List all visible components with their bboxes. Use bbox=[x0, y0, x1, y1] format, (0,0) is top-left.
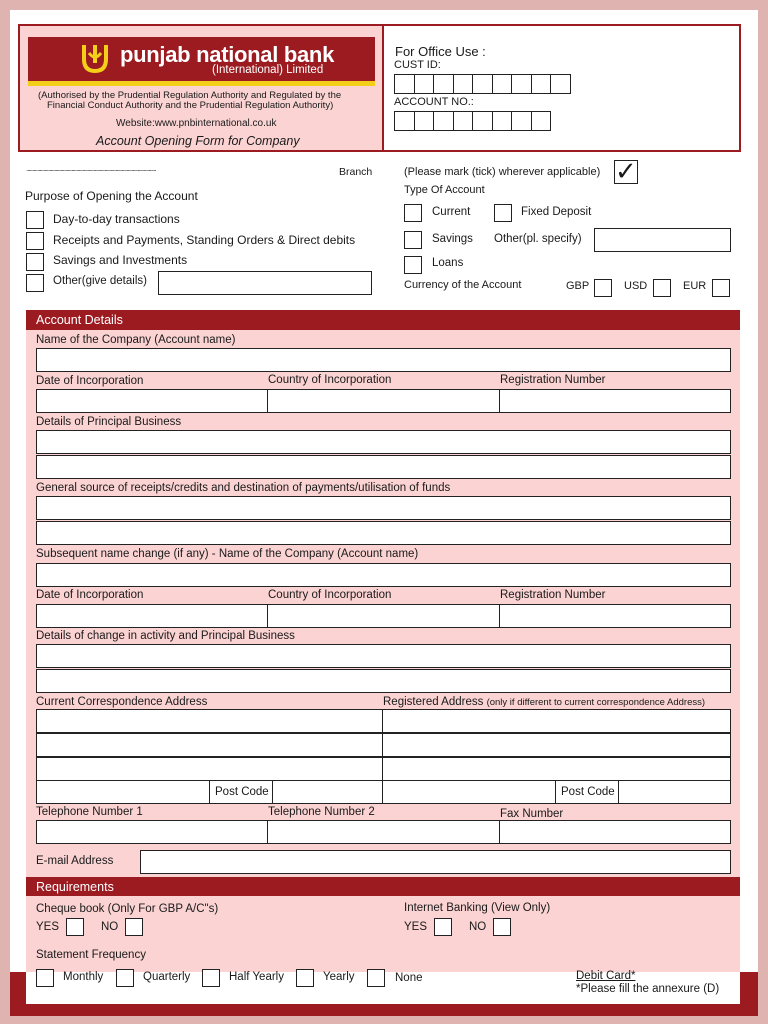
frequency-checkbox-none[interactable] bbox=[367, 969, 385, 987]
branch-label: Branch bbox=[339, 166, 373, 178]
currency-eur: EUR bbox=[683, 280, 707, 292]
principal-business-field-2[interactable] bbox=[36, 455, 731, 479]
type-checkbox-current[interactable] bbox=[404, 204, 422, 222]
pnb-logo-icon bbox=[78, 41, 112, 77]
bank-subtitle: (International) Limited bbox=[212, 64, 324, 76]
registration-number-label-2: Registration Number bbox=[500, 589, 606, 601]
company-name-label: Name of the Company (Account name) bbox=[36, 334, 236, 346]
currency-checkbox-gbp[interactable] bbox=[594, 279, 612, 297]
purpose-checkbox-savings[interactable] bbox=[26, 253, 44, 271]
subsequent-name-field[interactable] bbox=[36, 563, 731, 587]
currency-title: Currency of the Account bbox=[404, 279, 522, 291]
cheque-yes-checkbox[interactable] bbox=[66, 918, 84, 936]
type-loans: Loans bbox=[432, 257, 464, 269]
registered-post-code-field[interactable] bbox=[618, 780, 731, 804]
telephone-1-label: Telephone Number 1 bbox=[36, 806, 143, 818]
account-no-label: ACCOUNT NO.: bbox=[394, 96, 474, 108]
website: Website:www.pnbinternational.co.uk bbox=[116, 118, 277, 129]
authorisation-line-2: Financial Conduct Authority and the Prudential Regulation Authority) bbox=[47, 100, 334, 111]
date-incorporation-label-2: Date of Incorporation bbox=[36, 589, 144, 601]
cust-id-cells[interactable] bbox=[394, 74, 570, 94]
statement-frequency-label: Statement Frequency bbox=[36, 949, 146, 961]
purpose-checkbox-day-to-day[interactable] bbox=[26, 211, 44, 229]
current-address-line-3[interactable] bbox=[36, 757, 383, 781]
company-name-field[interactable] bbox=[36, 348, 731, 372]
date-incorporation-label: Date of Incorporation bbox=[36, 375, 144, 387]
email-field[interactable] bbox=[140, 850, 731, 874]
registered-post-code-label: Post Code bbox=[561, 786, 615, 798]
general-source-label: General source of receipts/credits and destination of payments/utilisation of funds bbox=[36, 482, 451, 494]
frequency-monthly: Monthly bbox=[63, 971, 104, 983]
registered-address-note: (only if different to current correspondence Address) bbox=[486, 697, 706, 708]
frequency-none: None bbox=[395, 972, 423, 984]
currency-checkbox-usd[interactable] bbox=[653, 279, 671, 297]
purpose-title: Purpose of Opening the Account bbox=[25, 189, 198, 203]
registered-address-title: Registered Address bbox=[383, 696, 484, 708]
registration-number-field[interactable] bbox=[499, 389, 731, 413]
purpose-checkbox-receipts[interactable] bbox=[26, 232, 44, 250]
frequency-checkbox-yearly[interactable] bbox=[296, 969, 314, 987]
internet-no-label: NO bbox=[469, 921, 487, 933]
email-label: E-mail Address bbox=[36, 855, 114, 867]
purpose-checkbox-other[interactable] bbox=[26, 274, 44, 292]
currency-gbp: GBP bbox=[566, 280, 590, 292]
purpose-receipts: Receipts and Payments, Standing Orders & Direct debits bbox=[53, 233, 356, 247]
country-incorporation-field-2[interactable] bbox=[267, 604, 500, 628]
type-checkbox-loans[interactable] bbox=[404, 256, 422, 274]
branch-dotted-line: .......................................................................................................... bbox=[26, 164, 156, 173]
current-address-label: Current Correspondence Address bbox=[36, 696, 208, 708]
frequency-yearly: Yearly bbox=[323, 971, 355, 983]
type-fixed-deposit: Fixed Deposit bbox=[521, 206, 592, 218]
registered-address-line-2[interactable] bbox=[382, 733, 731, 757]
subsequent-name-label: Subsequent name change (if any) - Name of the Company (Account name) bbox=[36, 548, 419, 560]
internet-banking-label: Internet Banking (View Only) bbox=[404, 902, 551, 914]
type-checkbox-fixed-deposit[interactable] bbox=[494, 204, 512, 222]
general-source-field-1[interactable] bbox=[36, 496, 731, 520]
current-address-line-1[interactable] bbox=[36, 709, 383, 733]
registration-number-field-2[interactable] bbox=[499, 604, 731, 628]
frequency-half-yearly: Half Yearly bbox=[229, 971, 284, 983]
requirements-header: Requirements bbox=[26, 877, 740, 897]
change-activity-field-2[interactable] bbox=[36, 669, 731, 693]
tick-mark-icon: ✓ bbox=[615, 156, 637, 186]
purpose-other: Other(give details) bbox=[53, 275, 147, 287]
cust-id-label: CUST ID: bbox=[394, 59, 441, 71]
type-current: Current bbox=[432, 206, 471, 218]
currency-checkbox-eur[interactable] bbox=[712, 279, 730, 297]
telephone-1-field[interactable] bbox=[36, 820, 268, 844]
current-post-code-label: Post Code bbox=[215, 786, 269, 798]
cheque-yes-label: YES bbox=[36, 921, 60, 933]
type-other-specify-field[interactable] bbox=[594, 228, 731, 252]
frequency-checkbox-half-yearly[interactable] bbox=[202, 969, 220, 987]
change-activity-field-1[interactable] bbox=[36, 644, 731, 668]
type-checkbox-savings[interactable] bbox=[404, 231, 422, 249]
telephone-2-label: Telephone Number 2 bbox=[268, 806, 375, 818]
fax-number-field[interactable] bbox=[499, 820, 731, 844]
cheque-book-label: Cheque book (Only For GBP A/C"s) bbox=[36, 903, 219, 915]
form-title: Account Opening Form for Company bbox=[96, 134, 300, 148]
type-title: Type Of Account bbox=[404, 184, 485, 196]
frequency-checkbox-quarterly[interactable] bbox=[116, 969, 134, 987]
currency-usd: USD bbox=[624, 280, 648, 292]
registered-address-label bbox=[383, 696, 705, 708]
principal-business-field-1[interactable] bbox=[36, 430, 731, 454]
bank-name: punjab national bank bbox=[120, 42, 335, 67]
bank-logo-accent bbox=[28, 81, 375, 86]
type-savings: Savings bbox=[432, 233, 473, 245]
frequency-quarterly: Quarterly bbox=[143, 971, 191, 983]
current-post-code-field[interactable] bbox=[272, 780, 383, 804]
change-activity-label: Details of change in activity and Principal Business bbox=[36, 630, 295, 642]
frequency-checkbox-monthly[interactable] bbox=[36, 969, 54, 987]
country-incorporation-field[interactable] bbox=[267, 389, 500, 413]
country-incorporation-label-2: Country of Incorporation bbox=[268, 589, 392, 601]
telephone-2-field[interactable] bbox=[267, 820, 500, 844]
tick-note: (Please mark (tick) wherever applicable) bbox=[404, 166, 601, 178]
internet-yes-checkbox[interactable] bbox=[434, 918, 452, 936]
cheque-no-checkbox[interactable] bbox=[125, 918, 143, 936]
account-no-cells[interactable] bbox=[394, 111, 550, 131]
date-incorporation-field[interactable] bbox=[36, 389, 268, 413]
registered-address-line-4[interactable] bbox=[382, 780, 556, 804]
registered-address-line-3[interactable] bbox=[382, 757, 731, 781]
debit-card-label: Debit Card* bbox=[576, 970, 636, 982]
general-source-field-2[interactable] bbox=[36, 521, 731, 545]
office-use-label: For Office Use : bbox=[395, 44, 486, 59]
date-incorporation-field-2[interactable] bbox=[36, 604, 268, 628]
internet-yes-label: YES bbox=[404, 921, 428, 933]
account-details-header: Account Details bbox=[26, 310, 740, 330]
purpose-other-details-field[interactable] bbox=[158, 271, 372, 295]
current-address-line-4[interactable] bbox=[36, 780, 210, 804]
fax-number-label: Fax Number bbox=[500, 808, 564, 820]
current-address-line-2[interactable] bbox=[36, 733, 383, 757]
annexure-note: *Please fill the annexure (D) bbox=[576, 983, 720, 995]
country-incorporation-label: Country of Incorporation bbox=[268, 374, 392, 386]
registered-address-line-1[interactable] bbox=[382, 709, 731, 733]
authorisation-line-1: (Authorised by the Prudential Regulation Authority and Regulated by the bbox=[38, 90, 342, 101]
registration-number-label: Registration Number bbox=[500, 374, 606, 386]
cheque-no-label: NO bbox=[101, 921, 119, 933]
internet-no-checkbox[interactable] bbox=[493, 918, 511, 936]
type-other: Other(pl. specify) bbox=[494, 233, 582, 245]
purpose-savings: Savings and Investments bbox=[53, 253, 188, 267]
purpose-day-to-day: Day-to-day transactions bbox=[53, 212, 180, 226]
principal-business-label: Details of Principal Business bbox=[36, 416, 182, 428]
